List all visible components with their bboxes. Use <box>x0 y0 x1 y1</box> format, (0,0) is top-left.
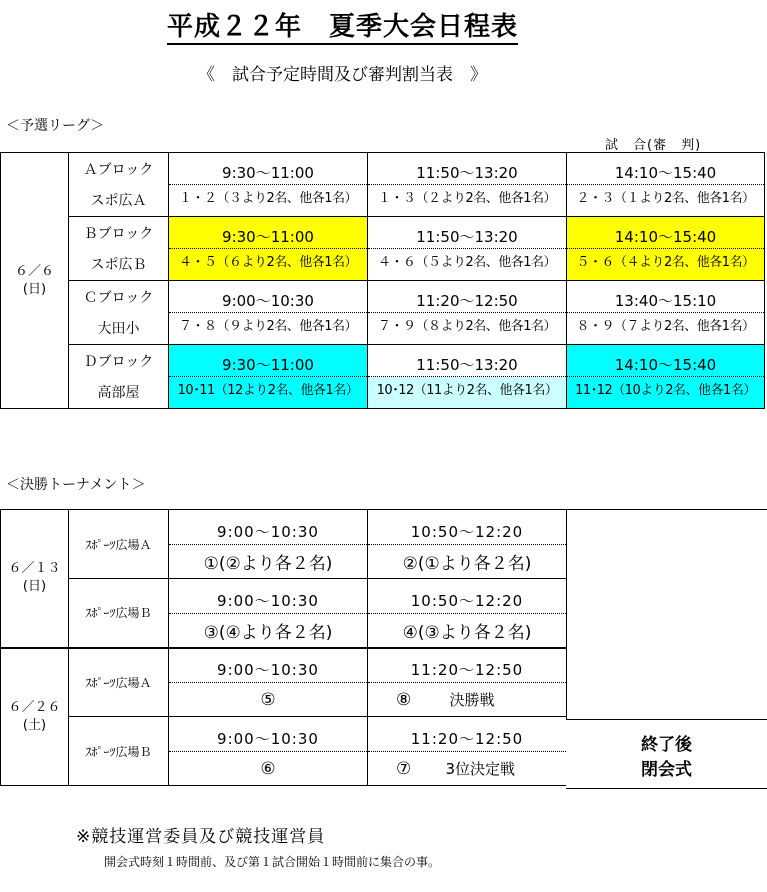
prelim-legend: 試 合(審 判) <box>605 138 702 153</box>
final-slot-label: 決勝戦 <box>449 691 495 709</box>
final-slot-time: 11:20〜12:50 <box>368 717 567 752</box>
slot-match: 10･11（12より2名、他各1名） <box>169 377 368 409</box>
finals-date-cell-2 <box>1 648 69 786</box>
final-slot-match: ③(④より各２名) <box>169 614 368 648</box>
final-slot-time: 10:50〜12:20 <box>368 579 567 614</box>
slot-match: １・３（２より2名、他各1名） <box>368 185 567 217</box>
closing-line-2: 閉会式 <box>641 759 692 780</box>
final-slot-time: 10:50〜12:20 <box>368 510 567 545</box>
slot-match: 11･12（10より2名、他各1名） <box>567 377 765 409</box>
slot-match: ８・９（７より2名、他各1名） <box>567 313 765 345</box>
prelim-table <box>0 152 765 409</box>
finals-weekday-1: (日) <box>22 579 47 595</box>
slot-time: 11:50〜13:20 <box>368 217 567 249</box>
block-venue-b: スポ広Ｂ <box>69 249 169 281</box>
slot-match: ７・８（９より2名、他各1名） <box>169 313 368 345</box>
final-slot-time: 9:00〜10:30 <box>169 510 368 545</box>
slot-match: ４・５（６より2名、他各1名） <box>169 249 368 281</box>
slot-match: ２・３（１より2名、他各1名） <box>567 185 765 217</box>
block-name-d: Ｄブロック <box>69 345 169 377</box>
final-slot-time: 9:00〜10:30 <box>169 648 368 683</box>
final-slot-match: ⑧ <box>396 690 412 710</box>
finals-weekday-2: (土) <box>22 717 47 733</box>
page-subtitle: 《 試合予定時間及び審判割当表 》 <box>198 65 487 85</box>
slot-match: ５・６（４より2名、他各1名） <box>567 249 765 281</box>
finals-date-1: ６／１３ <box>8 561 61 577</box>
slot-match: １・２（３より2名、他各1名） <box>169 185 368 217</box>
finals-venue: ｽﾎﾟｰﾂ広場Ａ <box>69 510 169 579</box>
slot-time: 14:10〜15:40 <box>567 217 765 249</box>
closing-line-1: 終了後 <box>641 734 692 755</box>
finals-venue: ｽﾎﾟｰﾂ広場Ｂ <box>69 579 169 648</box>
block-venue-a: スポ広Ａ <box>69 185 169 217</box>
prelim-weekday: (日) <box>22 281 47 297</box>
slot-time: 9:30〜11:00 <box>169 345 368 377</box>
slot-time: 13:40〜15:10 <box>567 281 765 313</box>
finals-date-cell-1 <box>1 510 69 648</box>
finals-date-2: ６／２６ <box>8 699 61 715</box>
slot-match: ４・６（５より2名、他各1名） <box>368 249 567 281</box>
finals-heading: ＜決勝トーナメント＞ <box>6 477 146 493</box>
final-slot-match-cell <box>368 752 567 786</box>
prelim-date-cell <box>1 153 69 409</box>
final-slot-time: 9:00〜10:30 <box>169 579 368 614</box>
block-venue-c: 大田小 <box>69 313 169 345</box>
final-slot-time: 11:20〜12:50 <box>368 648 567 683</box>
final-slot-label: 3位決定戦 <box>445 760 515 778</box>
slot-time: 9:30〜11:00 <box>169 153 368 185</box>
slot-time: 14:10〜15:40 <box>567 345 765 377</box>
prelim-heading: ＜予選リーグ＞ <box>6 118 104 134</box>
slot-time: 9:00〜10:30 <box>169 281 368 313</box>
finals-venue: ｽﾎﾟｰﾂ広場Ａ <box>69 648 169 717</box>
final-slot-match: ①(②より各２名) <box>169 545 368 579</box>
closing-bottom-border <box>566 788 767 789</box>
final-slot-match: ⑥ <box>169 752 368 786</box>
finals-venue: ｽﾎﾟｰﾂ広場Ｂ <box>69 717 169 786</box>
final-slot-match-cell <box>368 683 567 717</box>
slot-match: 10･12（11より2名、他各1名） <box>368 377 567 409</box>
note-line-1: ※競技運営委員及び競技運営員 <box>76 827 326 847</box>
slot-time: 9:30〜11:00 <box>169 217 368 249</box>
prelim-date: ６／６ <box>14 263 54 279</box>
slot-time: 11:50〜13:20 <box>368 153 567 185</box>
note-line-2: 開会式時刻１時間前、及び第１試合開始１時間前に集合の事。 <box>104 855 441 869</box>
block-name-c: Ｃブロック <box>69 281 169 313</box>
slot-time: 11:20〜12:50 <box>368 281 567 313</box>
final-slot-match: ⑦ <box>396 759 412 779</box>
final-slot-match: ②(①より各２名) <box>368 545 567 579</box>
final-slot-match: ④(③より各２名) <box>368 614 567 648</box>
closing-ceremony <box>566 719 767 789</box>
page-title: 平成２２年 夏季大会日程表 <box>0 6 685 43</box>
final-slot-match: ⑤ <box>169 683 368 717</box>
slot-time: 11:50〜13:20 <box>368 345 567 377</box>
block-venue-d: 高部屋 <box>69 377 169 409</box>
block-name-b: Ｂブロック <box>69 217 169 249</box>
block-name-a: Ａブロック <box>69 153 169 185</box>
final-slot-time: 9:00〜10:30 <box>169 717 368 752</box>
slot-time: 14:10〜15:40 <box>567 153 765 185</box>
slot-match: ７・９（８より2名、他各1名） <box>368 313 567 345</box>
